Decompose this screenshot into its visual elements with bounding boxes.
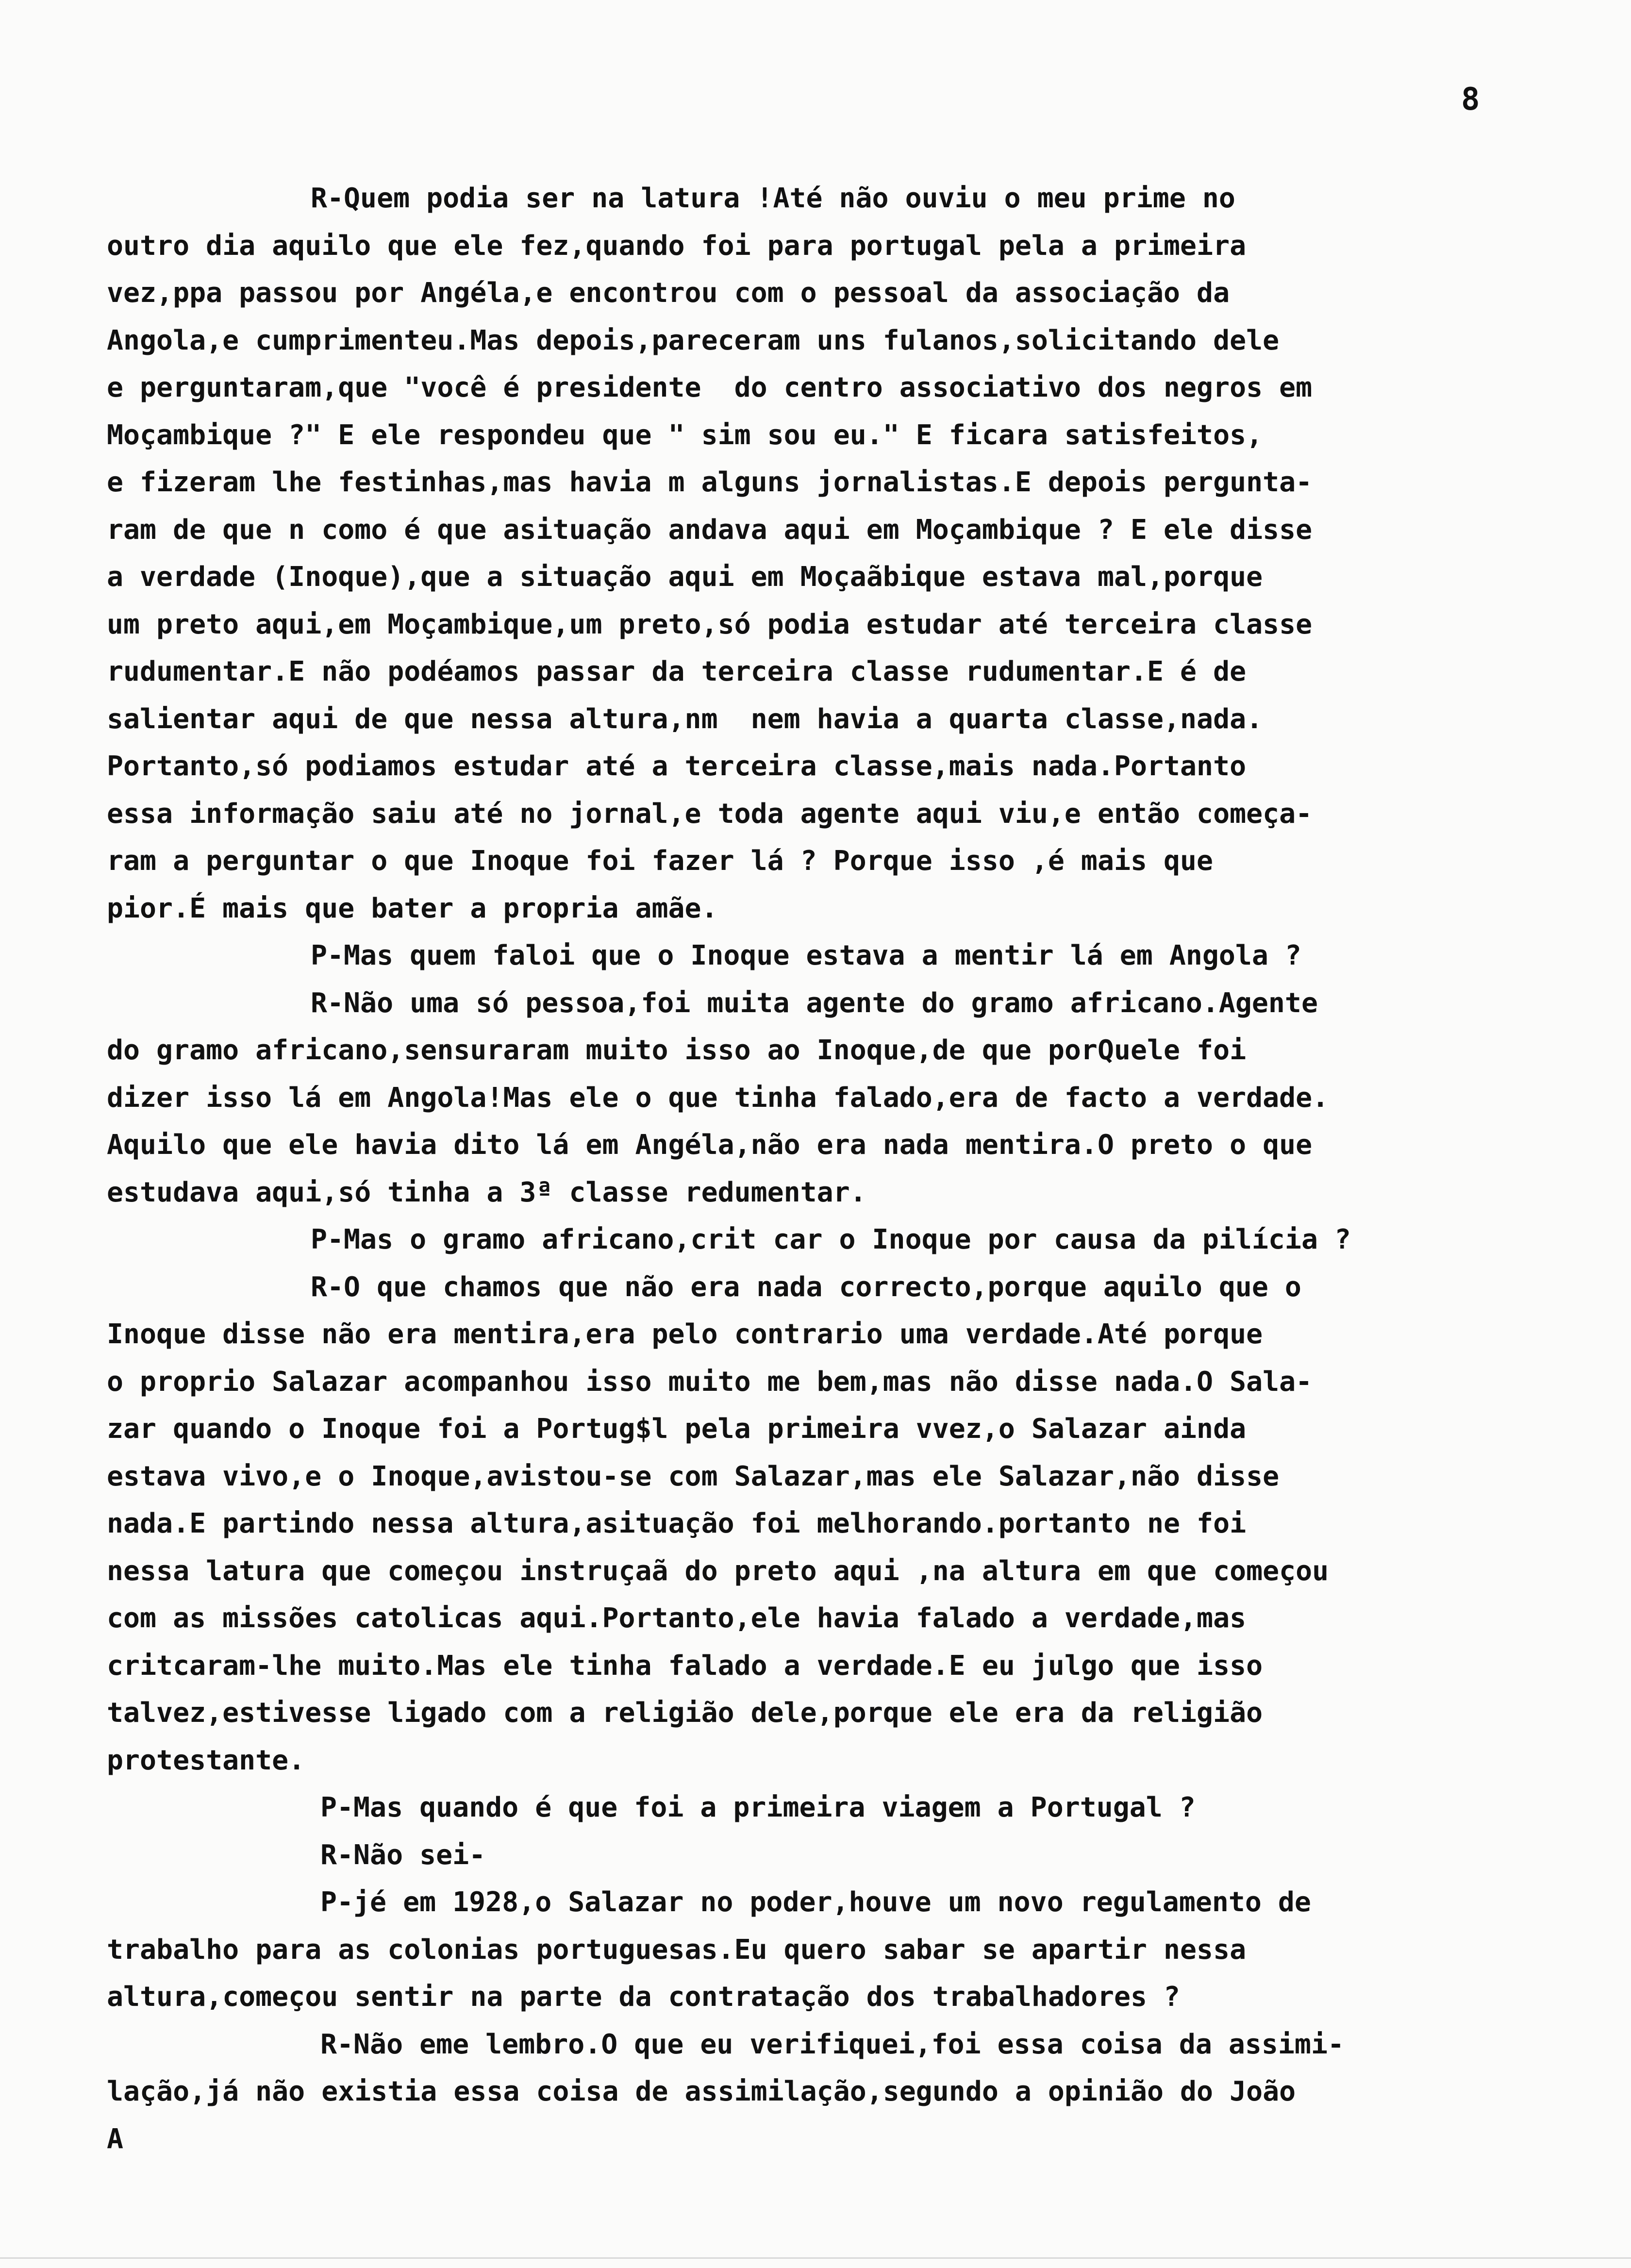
text-line: Aquilo que ele havia dito lá em Angéla,não era nada mentira.O preto o que [107,1129,1313,1161]
text-line: rudumentar.E não podéamos passar da terceira classe rudumentar.E é de [107,656,1247,687]
page-number: 8 [1461,82,1480,117]
text-line: e fizeram lhe festinhas,mas havia m alguns jornalistas.E depois pergunta- [107,467,1313,498]
text-line: talvez,estivesse ligado com a religião dele,porque ele era da religião [107,1697,1263,1729]
text-line: P-Mas quem faloi que o Inoque estava a mentir lá em Angola ? [311,940,1301,971]
text-line: P-Mas o gramo africano,crit car o Inoque por causa da pilícia ? [311,1224,1351,1255]
text-line: salientar aqui de que nessa altura,nm nem havia a quarta classe,nada. [107,703,1263,735]
text-line: outro dia aquilo que ele fez,quando foi para portugal pela a primeira [107,230,1247,262]
text-line: nada.E partindo nessa altura,asituação foi melhorando.portanto ne foi [107,1508,1247,1539]
text-line: um preto aqui,em Moçambique,um preto,só podia estudar até terceira classe [107,608,1313,640]
text-line: P-jé em 1928,o Salazar no poder,houve um novo regulamento de [320,1886,1311,1918]
text-line: com as missões catolicas aqui.Portanto,ele havia falado a verdade,mas [107,1602,1247,1634]
text-line: ram de que n como é que asituação andava aqui em Moçambique ? E ele disse [107,514,1313,546]
text-line: do gramo africano,sensuraram muito isso ao Inoque,de que porQuele foi [107,1034,1247,1066]
text-line: protestante. [107,1744,305,1776]
text-line: pior.É mais que bater a propria amãe. [107,892,718,924]
text-line: R-Quem podia ser na latura !Até não ouviu o meu prime no [311,183,1235,214]
text-line: R-Não eme lembro.O que eu verifiquei,foi essa coisa da assimi- [320,2028,1344,2060]
text-line: Portanto,só podiamos estudar até a terceira classe,mais nada.Portanto [107,750,1247,782]
page-bottom-edge [0,2257,1631,2259]
text-line: dizer isso lá em Angola!Mas ele o que tinha falado,era de facto a verdade. [107,1082,1329,1114]
text-line: Moçambique ?" E ele respondeu que " sim sou eu." E ficara satisfeitos, [107,419,1263,451]
text-line: nessa latura que começou instruçaã do preto aqui ,na altura em que começou [107,1555,1329,1587]
text-line: lação,já não existia essa coisa de assimilação,segundo a opinião do João [107,2076,1296,2107]
text-line: R-Não sei- [320,1839,486,1871]
text-line: P-Mas quando é que foi a primeira viagem a Portugal ? [320,1792,1196,1823]
text-line: critcaram-lhe muito.Mas ele tinha falado a verdade.E eu julgo que isso [107,1650,1263,1682]
text-line: estava vivo,e o Inoque,avistou-se com Salazar,mas ele Salazar,não disse [107,1460,1280,1492]
text-line: Angola,e cumprimenteu.Mas depois,pareceram uns fulanos,solicitando dele [107,324,1280,356]
document-body [107,175,1553,2163]
text-line: a verdade (Inoque),que a situação aqui em Moçaãbique estava mal,porque [107,561,1263,593]
text-line: estudava aqui,só tinha a 3ª classe redumentar. [107,1176,866,1208]
text-line: R-Não uma só pessoa,foi muita agente do gramo africano.Agente [311,987,1318,1019]
text-line: essa informação saiu até no jornal,e toda agente aqui viu,e então começa- [107,798,1313,830]
text-line: o proprio Salazar acompanhou isso muito me bem,mas não disse nada.O Sala- [107,1366,1313,1398]
text-line: trabalho para as colonias portuguesas.Eu quero sabar se apartir nessa [107,1934,1247,1966]
text-line: A [107,2123,124,2155]
text-line: R-O que chamos que não era nada correcto,porque aquilo que o [311,1271,1301,1303]
text-line: ram a perguntar o que Inoque foi fazer lá ? Porque isso ,é mais que [107,845,1214,877]
text-line: altura,começou sentir na parte da contratação dos trabalhadores ? [107,1981,1181,2013]
text-line: e perguntaram,que "você é presidente do centro associativo dos negros em [107,372,1313,403]
text-line: Inoque disse não era mentira,era pelo contrario uma verdade.Até porque [107,1318,1263,1350]
text-line: vez,ppa passou por Angéla,e encontrou com o pessoal da associação da [107,277,1230,309]
text-line: zar quando o Inoque foi a Portug$l pela primeira vvez,o Salazar ainda [107,1413,1247,1445]
